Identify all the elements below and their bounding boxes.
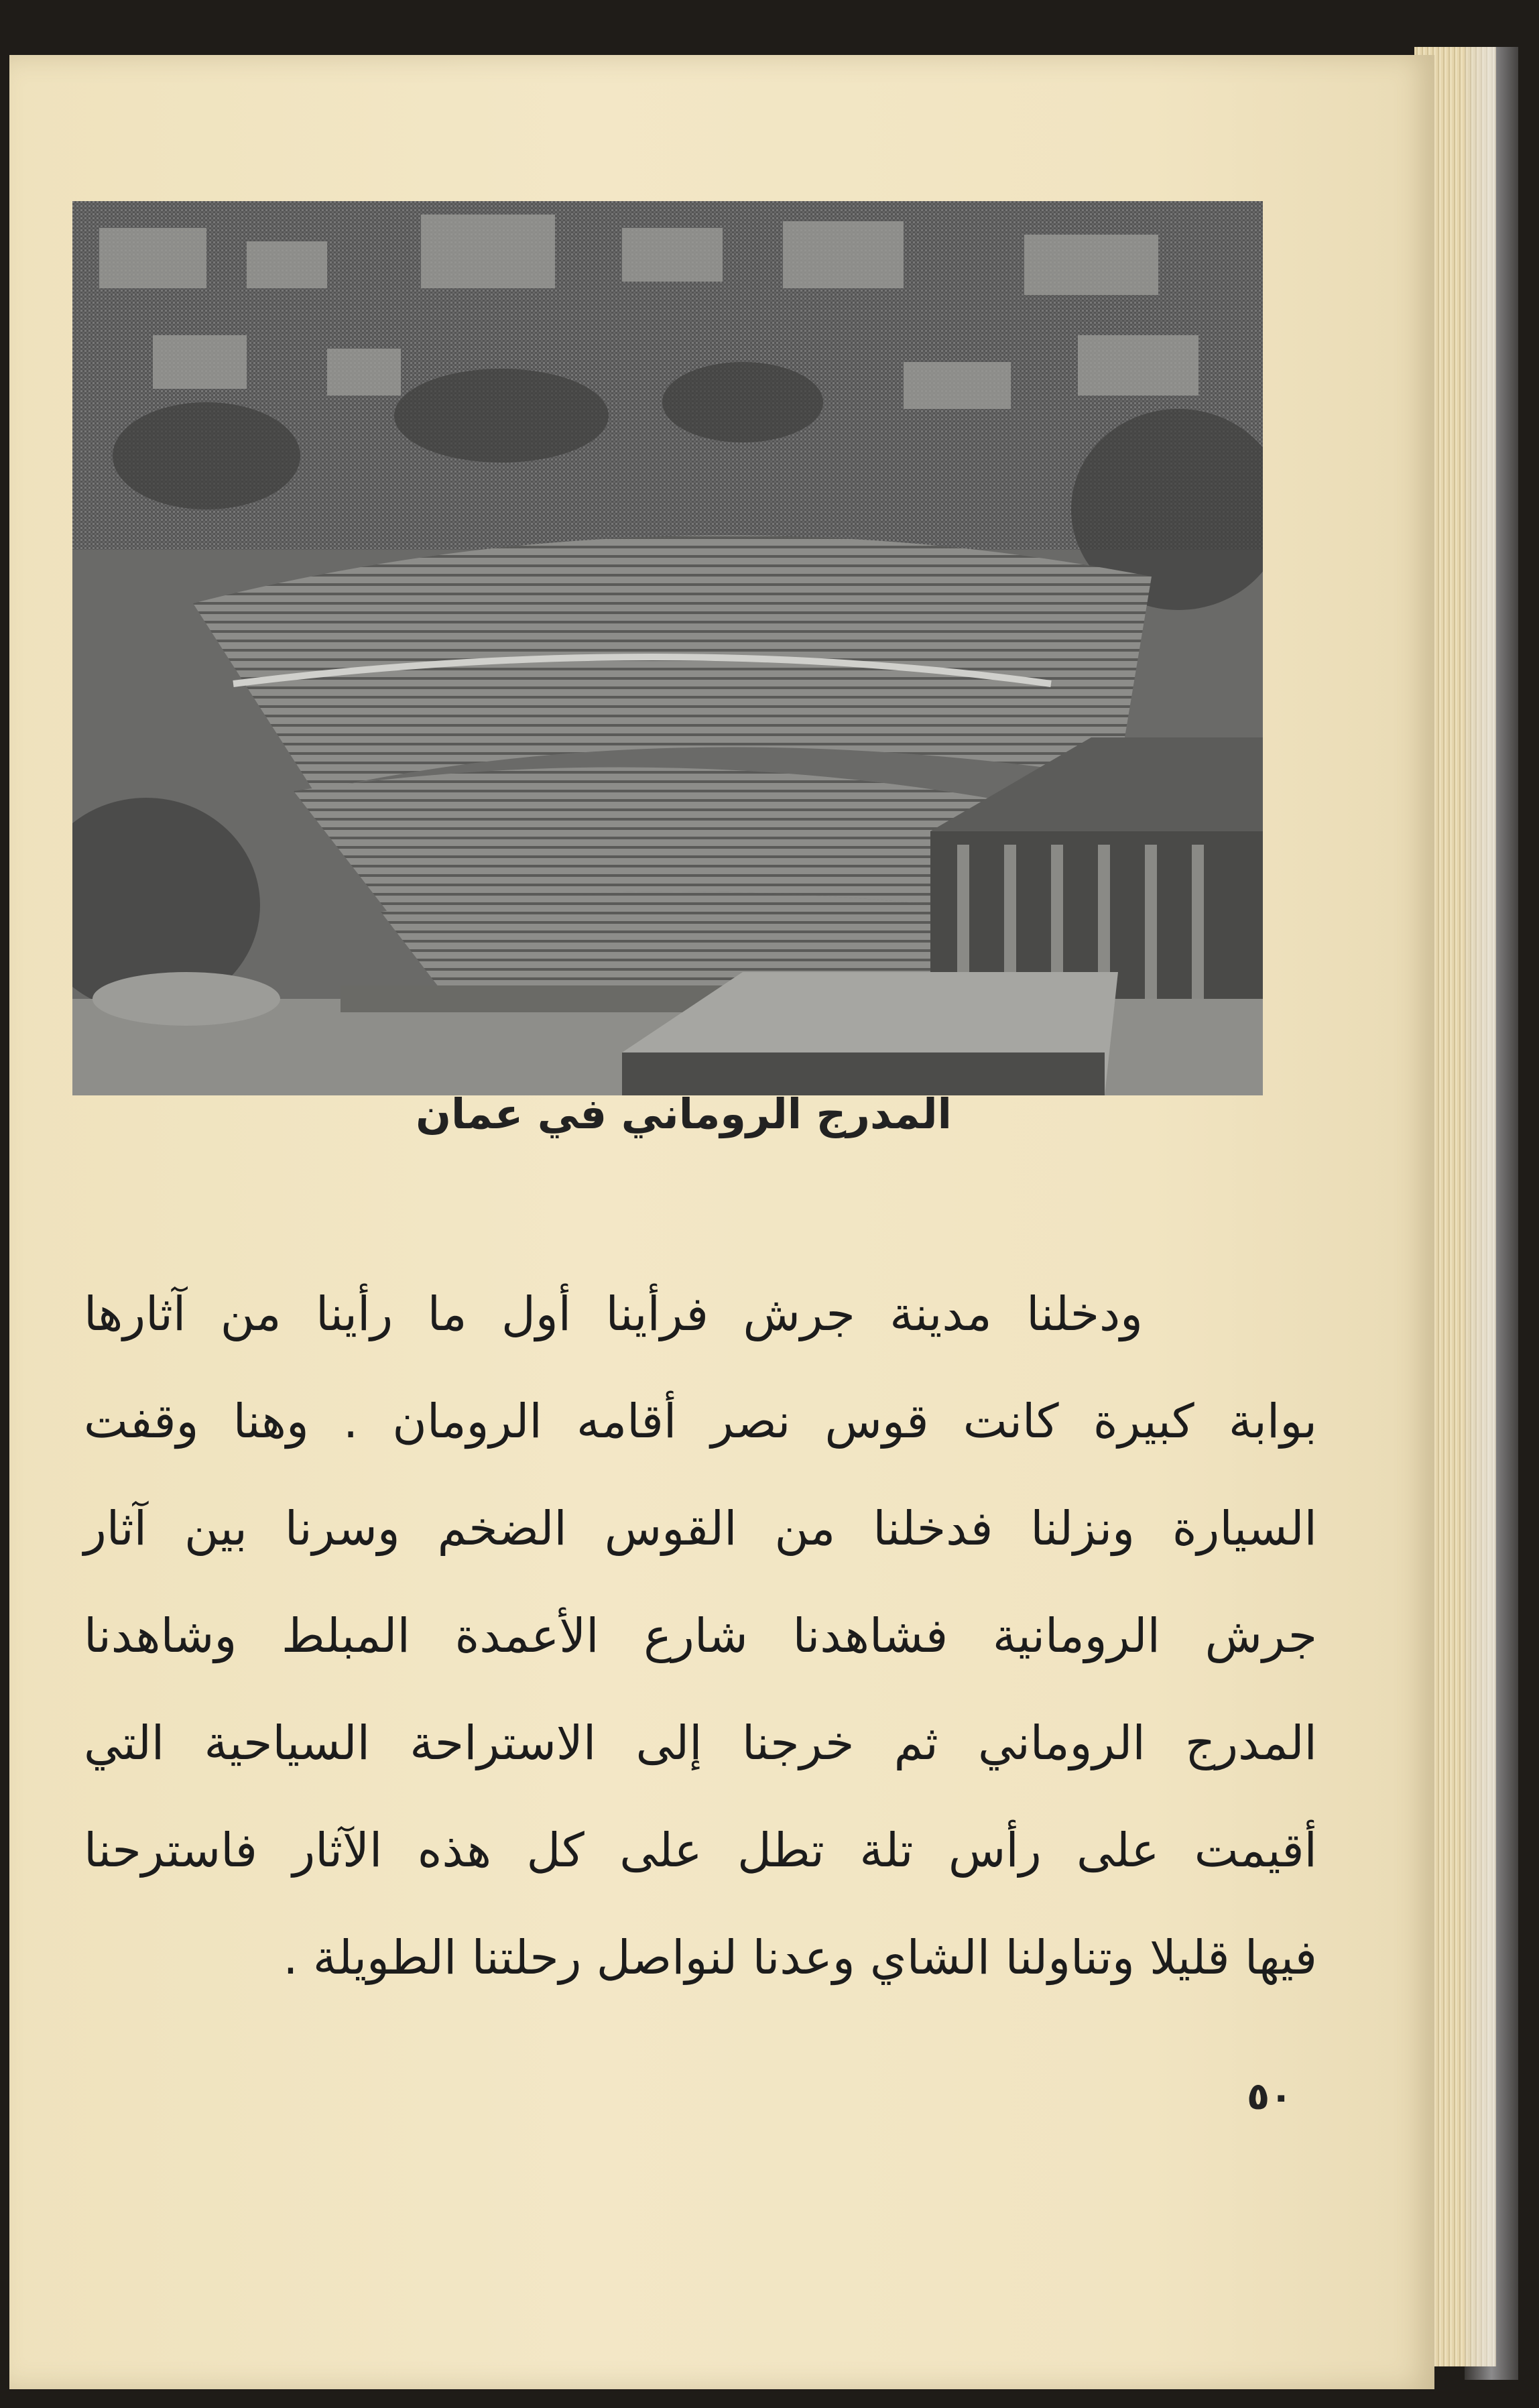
paragraph-line: ودخلنا مدينة جرش فرأينا أول ما رأينا من آثارها	[84, 1286, 1143, 1341]
paragraph-line: السيارة ونزلنا فدخلنا من القوس الضخم وسرنا بين آثار	[84, 1501, 1317, 1556]
paragraph-line: أقيمت على رأس تلة تطل على كل هذه الآثار فاسترحنا	[84, 1823, 1317, 1878]
photo-caption: المدرج الروماني في عمان	[416, 1089, 952, 1138]
paragraph-line: المدرج الروماني ثم خرجنا إلى الاستراحة السياحية التي	[84, 1715, 1317, 1770]
paragraph-line: جرش الرومانية فشاهدنا شارع الأعمدة المبلط وشاهدنا	[84, 1608, 1317, 1663]
page-number: ٥٠	[1247, 2075, 1293, 2118]
plastic-cover-edge	[1465, 47, 1518, 2380]
body-paragraph	[84, 1260, 1317, 2011]
paragraph-line: فيها قليلا وتناولنا الشاي وعدنا لنواصل رحلتنا الطويلة .	[283, 1930, 1317, 1985]
paragraph-line: بوابة كبيرة كانت قوس نصر أقامه الرومان . وهنا وقفت	[84, 1394, 1317, 1449]
amphitheatre-photo	[72, 201, 1263, 1095]
